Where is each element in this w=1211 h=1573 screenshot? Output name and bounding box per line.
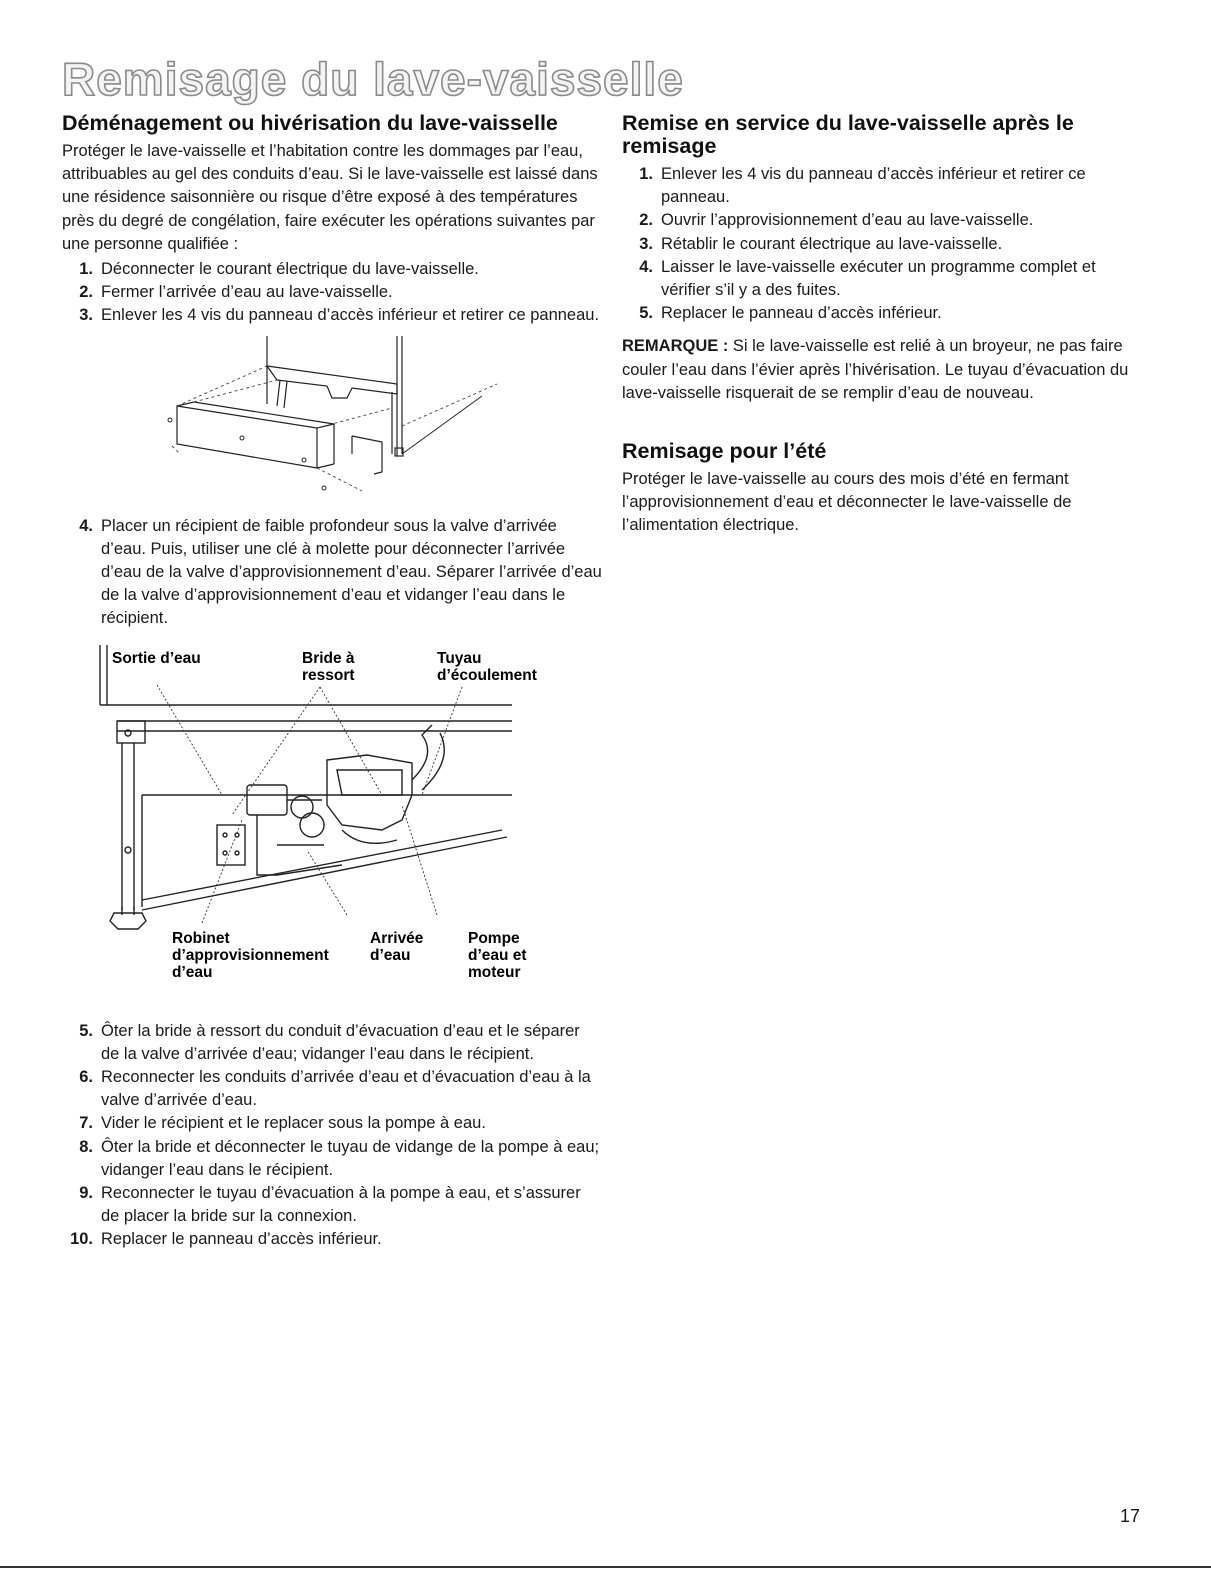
label-pompe-1: Pompe [468,929,520,947]
winterize-step-4 [62,515,602,631]
label-tuyau-2: d’écoulement [437,666,537,684]
list-item: 2. Fermer l’arrivée d’eau au lave-vaisselle. [79,283,393,302]
water-valve-figure [62,645,602,1010]
winterize-steps-b [62,1020,602,1252]
list-item: 9. Reconnecter le tuyau d’évacuation à la pompe à eau, et s’assurer de placer la bride sur la connexion. [79,1184,581,1226]
label-pompe-3: moteur [468,963,521,981]
list-item: 1. Déconnecter le courant électrique du lave-vaisselle. [79,260,479,279]
section-heading-restart: Remise en service du lave-vaisselle après le remisage [622,111,1074,158]
list-item: 3. Rétablir le courant électrique au lave-vaisselle. [639,234,1003,253]
list-item: 10. Replacer le panneau d’accès inférieur. [70,1230,382,1249]
label-bride-1: Bride à [302,649,355,667]
page-title: Remisage du lave-vaisselle [62,53,684,105]
right-column [622,112,1142,539]
page-number: 17 [1120,1506,1141,1526]
list-item: 4. Placer un récipient de faible profondeur sous la valve d’arrivée d’eau. Puis, utiliser une clé à molette pour déconnecter l’arrivée d’eau de la valve d’approvisionnement d’eau. Séparer l’arrivée d’eau de la valve d’approvisionnement d’eau et vidanger l’eau dans le récipient. [79,516,602,628]
label-bride-2: ressort [302,666,355,684]
note-label: REMARQUE : [622,337,729,356]
label-sortie: Sortie d’eau [112,649,201,667]
access-panel-illustration [62,336,602,496]
restart-steps [622,163,1142,325]
intro-paragraph: Protéger le lave-vaisselle et l’habitation contre les dommages par l’eau, attribuables au gel des conduits d’eau. Si le lave-vaisselle est laissé dans une résidence saisonnière ou risque d’être exposé à des températures près du degré de congélation, faire exécuter les opérations suivantes par une personne qualifiée : [62,142,598,253]
list-item: 1. Enlever les 4 vis du panneau d’accès inférieur et retirer ce panneau. [639,165,1086,207]
section-heading-summer: Remisage pour l’été [622,438,827,463]
left-column [62,112,602,1252]
label-tuyau-1: Tuyau [437,649,482,667]
list-item: 5. Ôter la bride à ressort du conduit d’évacuation d’eau et le séparer de la valve d’arrivée d’eau; vidanger l’eau dans le récipient. [79,1021,580,1063]
label-arrivee-2: d’eau [370,946,411,964]
access-panel-figure [62,336,602,501]
list-item: 3. Enlever les 4 vis du panneau d’accès inférieur et retirer ce panneau. [79,306,600,325]
list-item: 7. Vider le récipient et le replacer sous la pompe à eau. [79,1114,486,1133]
winterize-steps-a [62,258,602,328]
list-item: 2. Ouvrir l’approvisionnement d’eau au lave-vaisselle. [639,211,1034,230]
list-item: 5. Replacer le panneau d’accès inférieur. [639,304,942,323]
label-arrivee-1: Arrivée [370,929,424,947]
label-robinet-1: Robinet [172,929,230,947]
section-heading-winterize: Déménagement ou hivérisation du lave-vaisselle [62,111,558,135]
note-paragraph [622,335,1142,405]
water-valve-illustration [62,645,602,1005]
list-item: 6. Reconnecter les conduits d’arrivée d’eau et d’évacuation d’eau à la valve d’arrivée d’eau. [79,1068,591,1110]
label-pompe-2: d’eau et [468,946,527,964]
note-text: Si le lave-vaisselle est relié à un broyeur, ne pas faire couler l’eau dans l’évier après l’hivérisation. Le tuyau d’évacuation du lave-vaisselle risquerait de se remplir d’eau de nouveau. [622,337,1129,402]
list-item: 4. Laisser le lave-vaisselle exécuter un programme complet et vérifier s’il y a des fuites. [639,257,1096,300]
label-robinet-3: d’eau [172,963,213,981]
list-item: 8. Ôter la bride et déconnecter le tuyau de vidange de la pompe à eau; vidanger l’eau dans le récipient. [79,1137,600,1179]
summer-paragraph: Protéger le lave-vaisselle au cours des mois d’été en fermant l’approvisionnement d’eau et déconnecter le lave-vaisselle de l’alimentation électrique. [622,469,1072,534]
label-robinet-2: d’approvisionnement [172,946,329,964]
page-bottom-rule [0,1566,1211,1568]
